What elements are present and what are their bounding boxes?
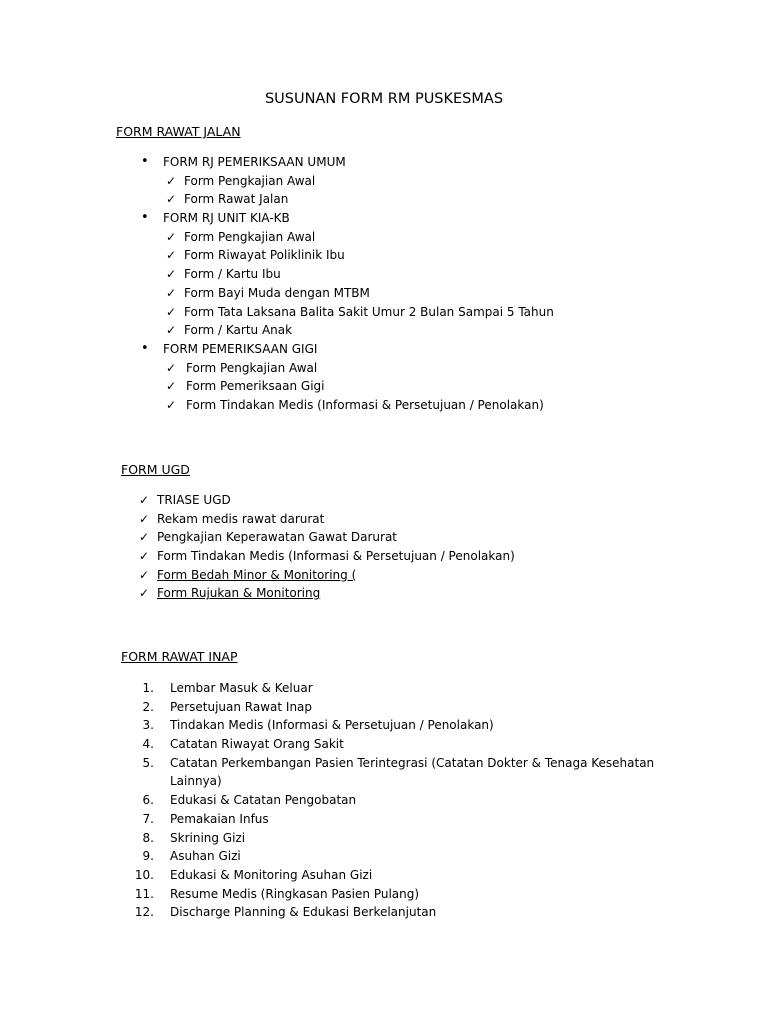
list-item: ✓ Form Pengkajian Awal xyxy=(141,359,741,378)
list-item: 10. Edukasi & Monitoring Asuhan Gizi xyxy=(132,866,732,885)
list-item: ✓ Form Tindakan Medis (Informasi & Persetujuan / Penolakan) xyxy=(139,547,739,566)
checkmark-icon: ✓ xyxy=(166,173,177,188)
list-item: ✓ Form Bedah Minor & Monitoring ( xyxy=(139,566,739,585)
item-number: 11. xyxy=(134,886,154,901)
list-item: 7. Pemakaian Infus xyxy=(132,810,732,829)
checkmark-icon: ✓ xyxy=(139,567,150,582)
bullet-icon: • xyxy=(141,210,149,226)
ugd-list xyxy=(139,491,739,603)
list-item: 8. Skrining Gizi xyxy=(132,829,732,848)
item-number: 4. xyxy=(142,737,154,752)
checkmark-icon: ✓ xyxy=(166,192,177,207)
list-item: 6. Edukasi & Catatan Pengobatan xyxy=(132,791,732,810)
list-item: 4. Catatan Riwayat Orang Sakit xyxy=(132,735,732,754)
item-number: 7. xyxy=(142,811,154,826)
checkmark-icon: ✓ xyxy=(139,586,150,601)
list-item: ✓ Form / Kartu Ibu xyxy=(141,265,741,284)
section-heading-rawat-jalan: FORM RAWAT JALAN xyxy=(116,124,241,139)
list-item: ✓ Form Rujukan & Monitoring xyxy=(139,584,739,603)
checkmark-icon: ✓ xyxy=(166,267,177,282)
item-number: 10. xyxy=(134,867,154,882)
group-heading: • FORM PEMERIKSAAN GIGI xyxy=(141,340,741,359)
checkmark-icon: ✓ xyxy=(139,493,150,507)
list-item: ✓ TRIASE UGD xyxy=(139,491,739,510)
section-heading-rawat-inap: FORM RAWAT INAP xyxy=(121,649,238,664)
checkmark-icon: ✓ xyxy=(139,549,150,564)
list-item: ✓ Form Pengkajian Awal xyxy=(141,172,741,191)
list-item: 3. Tindakan Medis (Informasi & Persetujuan / Penolakan) xyxy=(132,716,732,735)
checkmark-icon: ✓ xyxy=(139,530,150,545)
item-number: 8. xyxy=(142,830,154,845)
list-item: 9. Asuhan Gizi xyxy=(132,847,732,866)
item-number: 12. xyxy=(134,905,154,920)
item-number: 9. xyxy=(142,849,154,864)
list-item: ✓ Form Pengkajian Awal xyxy=(141,228,741,247)
bullet-icon: • xyxy=(141,154,149,169)
checkmark-icon: ✓ xyxy=(166,360,177,375)
list-item: ✓ Form / Kartu Anak xyxy=(141,321,741,340)
item-number: 2. xyxy=(142,699,154,714)
checkmark-icon: ✓ xyxy=(166,397,177,412)
group-heading: • FORM RJ UNIT KIA-KB xyxy=(141,209,741,228)
list-item: 11. Resume Medis (Ringkasan Pasien Pulang) xyxy=(132,885,732,904)
rawat-inap-list xyxy=(132,679,732,922)
item-number: 6. xyxy=(142,793,154,808)
list-item: ✓ Form Rawat Jalan xyxy=(141,190,741,209)
rawat-jalan-list xyxy=(141,153,741,415)
list-item: ✓ Rekam medis rawat darurat xyxy=(139,510,739,529)
list-item: 12. Discharge Planning & Edukasi Berkelanjutan xyxy=(132,903,732,922)
bullet-icon: • xyxy=(141,340,149,356)
page-title: SUSUNAN FORM RM PUSKESMAS xyxy=(264,91,504,107)
list-item: ✓ Pengkajian Keperawatan Gawat Darurat xyxy=(139,528,739,547)
checkmark-icon: ✓ xyxy=(166,304,177,319)
list-item: 1. Lembar Masuk & Keluar xyxy=(132,679,732,698)
item-number: 5. xyxy=(142,755,154,770)
checkmark-icon: ✓ xyxy=(166,285,177,300)
checkmark-icon: ✓ xyxy=(139,511,150,526)
group-heading: • FORM RJ PEMERIKSAAN UMUM xyxy=(141,153,741,172)
section-heading-ugd: FORM UGD xyxy=(121,462,190,477)
item-number: 1. xyxy=(142,681,154,695)
item-number: 3. xyxy=(142,718,154,733)
list-item: ✓ Form Riwayat Poliklinik Ibu xyxy=(141,246,741,265)
list-item: ✓ Form Tindakan Medis (Informasi & Persetujuan / Penolakan) xyxy=(141,396,741,415)
list-item: ✓ Form Bayi Muda dengan MTBM xyxy=(141,284,741,303)
list-item: ✓ Form Pemeriksaan Gigi xyxy=(141,377,741,396)
checkmark-icon: ✓ xyxy=(166,323,177,338)
checkmark-icon: ✓ xyxy=(166,248,177,263)
checkmark-icon: ✓ xyxy=(166,379,177,394)
list-item: 2. Persetujuan Rawat Inap xyxy=(132,698,732,717)
list-item: ✓ Form Tata Laksana Balita Sakit Umur 2 Bulan Sampai 5 Tahun xyxy=(141,303,741,322)
list-item: 5. Catatan Perkembangan Pasien Terintegrasi (Catatan Dokter & Tenaga Kesehatan Lainnya) xyxy=(132,754,732,791)
checkmark-icon: ✓ xyxy=(166,229,177,244)
